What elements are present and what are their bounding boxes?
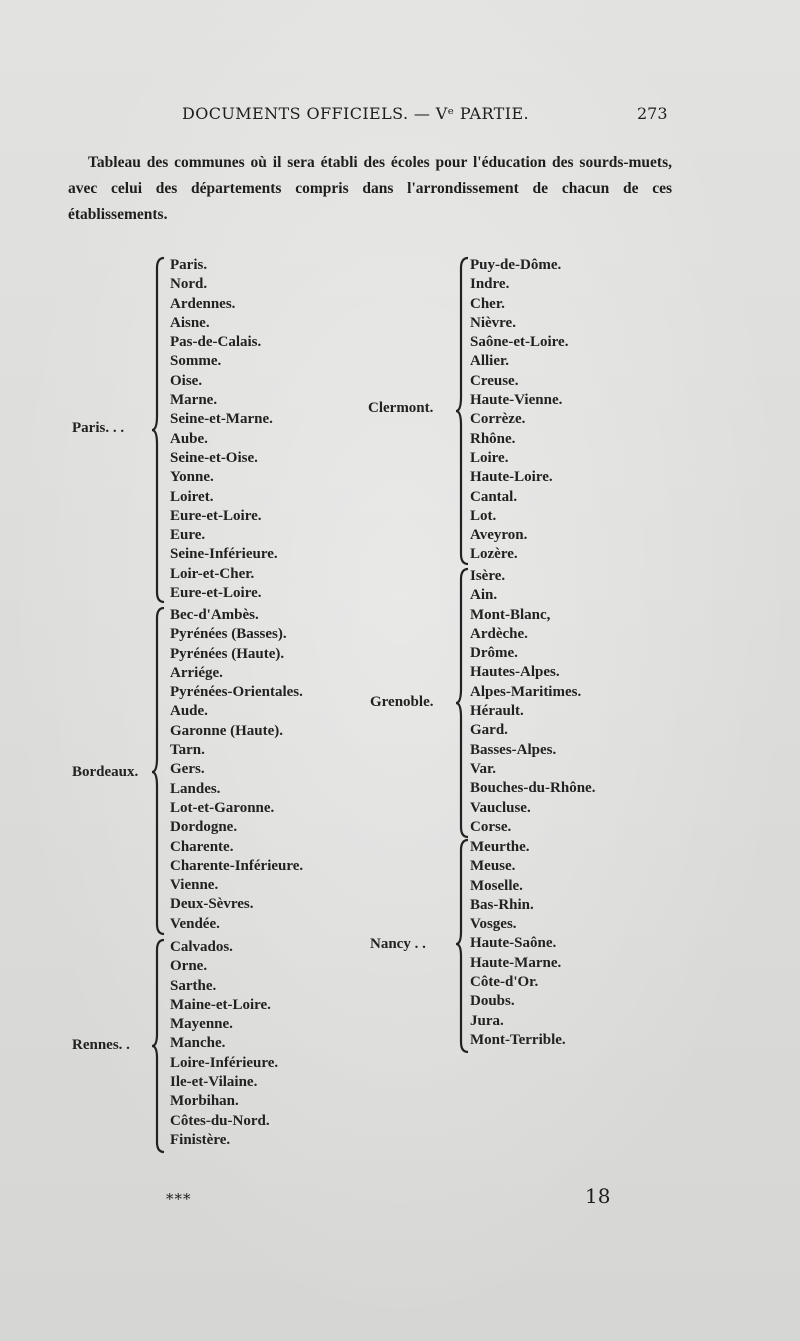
department-rennes-9: Côtes-du-Nord. [170,1112,270,1129]
running-header [0,104,800,128]
department-bordeaux-10: Lot-et-Garonne. [170,799,275,816]
brace-bordeaux [152,606,166,936]
brace-grenoble [456,567,470,839]
department-nancy-10: Mont-Terrible. [470,1031,566,1048]
department-nancy-1: Meuse. [470,858,516,875]
department-paris-5: Somme. [170,353,222,370]
department-rennes-2: Sarthe. [170,977,217,994]
department-rennes-4: Mayenne. [170,1016,233,1033]
city-label-clermont: Clermont. [368,400,434,416]
brace-rennes [152,938,166,1154]
list-clermont [470,256,568,565]
city-label-nancy: Nancy . . [370,936,426,952]
department-paris-1: Nord. [170,276,208,293]
department-clermont-4: Saône-et-Loire. [470,334,569,351]
department-paris-15: Seine-Inférieure. [170,546,278,563]
department-grenoble-6: Alpes-Maritimes. [470,683,582,700]
department-paris-13: Eure-et-Loire. [170,507,262,524]
brace-nancy [456,838,470,1054]
header-title: DOCUMENTS OFFICIELS. — Vᵉ PARTIE. [182,104,530,123]
list-rennes [170,938,278,1150]
department-clermont-7: Haute-Vienne. [470,392,563,409]
department-bordeaux-12: Charente. [170,838,234,855]
department-bordeaux-9: Landes. [170,780,221,797]
sheet-number: 18 [585,1184,611,1208]
department-rennes-7: Ile-et-Vilaine. [170,1074,258,1091]
department-bordeaux-2: Pyrénées (Haute). [170,645,285,662]
department-grenoble-0: Isère. [470,568,506,584]
department-clermont-15: Lozère. [470,546,518,563]
department-paris-4: Pas-de-Calais. [170,334,262,351]
department-grenoble-9: Basses-Alpes. [470,741,557,758]
department-grenoble-10: Var. [470,760,496,777]
intro-paragraph [68,150,672,228]
department-grenoble-4: Drôme. [470,645,518,662]
department-nancy-8: Doubs. [470,993,515,1010]
department-rennes-5: Manche. [170,1035,226,1052]
department-paris-8: Seine-et-Marne. [170,411,273,428]
department-clermont-0: Puy-de-Dôme. [470,257,562,273]
department-clermont-10: Loire. [470,449,509,466]
department-clermont-2: Cher. [470,295,505,312]
department-bordeaux-6: Garonne (Haute). [170,722,284,739]
department-grenoble-11: Bouches-du-Rhône. [470,780,596,797]
brace-clermont [456,256,470,566]
department-rennes-0: Calvados. [170,939,233,955]
brace-paris [152,256,166,604]
department-bordeaux-4: Pyrénées-Orientales. [170,684,303,701]
department-nancy-0: Meurthe. [470,839,530,855]
department-clermont-3: Nièvre. [470,314,516,331]
department-paris-12: Loiret. [170,488,214,505]
department-bordeaux-5: Aude. [170,703,208,720]
department-clermont-9: Rhône. [470,430,516,447]
department-paris-10: Seine-et-Oise. [170,449,258,466]
department-nancy-6: Haute-Marne. [470,954,562,971]
city-label-rennes: Rennes. . [72,1037,130,1053]
list-paris [170,256,278,603]
department-paris-6: Oise. [170,372,203,389]
department-clermont-1: Indre. [470,276,510,293]
department-clermont-14: Aveyron. [470,527,528,544]
city-label-paris: Paris. . . [72,420,125,436]
department-nancy-2: Moselle. [470,877,523,894]
department-rennes-10: Finistère. [170,1131,231,1148]
department-bordeaux-1: Pyrénées (Basses). [170,626,287,643]
department-bordeaux-13: Charente-Inférieure. [170,857,304,874]
page-number: 273 [637,104,668,123]
department-paris-14: Eure. [170,527,206,544]
department-bordeaux-7: Tarn. [170,742,205,759]
department-paris-0: Paris. [170,257,208,273]
department-paris-17: Eure-et-Loire. [170,585,262,602]
department-bordeaux-3: Arriége. [170,664,223,681]
department-rennes-3: Maine-et-Loire. [170,996,271,1013]
department-nancy-5: Haute-Saône. [470,935,557,952]
department-clermont-12: Cantal. [470,488,518,505]
department-clermont-6: Creuse. [470,372,519,389]
department-rennes-6: Loire-Inférieure. [170,1054,279,1071]
department-nancy-7: Côte-d'Or. [470,974,539,991]
intro-text: Tableau des communes où il sera établi des écoles pour l'éducation des sourds-muets, avec celui des départements compris dans l'arrondissement de chacun de ces établissements. [68,154,672,223]
department-grenoble-5: Hautes-Alpes. [470,664,560,681]
department-clermont-11: Haute-Loire. [470,469,553,486]
department-rennes-8: Morbihan. [170,1093,239,1110]
department-paris-2: Ardennes. [170,295,236,312]
department-clermont-8: Corrèze. [470,411,526,428]
department-nancy-4: Vosges. [470,916,517,933]
signature-mark: *** [166,1190,192,1208]
department-bordeaux-8: Gers. [170,761,205,778]
list-bordeaux [170,606,303,934]
department-clermont-5: Allier. [470,353,510,370]
department-bordeaux-16: Vendée. [170,915,220,932]
department-grenoble-13: Corse. [470,818,512,835]
department-grenoble-8: Gard. [470,722,508,739]
department-clermont-13: Lot. [470,507,497,524]
department-grenoble-1: Ain. [470,587,498,604]
department-paris-11: Yonne. [170,469,214,486]
department-grenoble-2: Mont-Blanc, [470,606,551,623]
department-bordeaux-0: Bec-d'Ambès. [170,607,259,623]
list-nancy [470,838,566,1050]
department-bordeaux-15: Deux-Sèvres. [170,896,254,913]
department-rennes-1: Orne. [170,958,208,975]
department-nancy-9: Jura. [470,1012,504,1029]
list-grenoble [470,567,595,837]
department-paris-7: Marne. [170,392,218,409]
department-nancy-3: Bas-Rhin. [470,896,534,913]
department-bordeaux-14: Vienne. [170,877,219,894]
department-paris-3: Aisne. [170,314,210,331]
city-label-bordeaux: Bordeaux. [72,764,139,780]
department-paris-16: Loir-et-Cher. [170,565,255,582]
city-label-grenoble: Grenoble. [370,694,434,710]
department-bordeaux-11: Dordogne. [170,819,238,836]
department-grenoble-7: Hérault. [470,703,524,720]
department-paris-9: Aube. [170,430,208,447]
department-grenoble-12: Vaucluse. [470,799,531,816]
department-grenoble-3: Ardèche. [470,625,528,642]
